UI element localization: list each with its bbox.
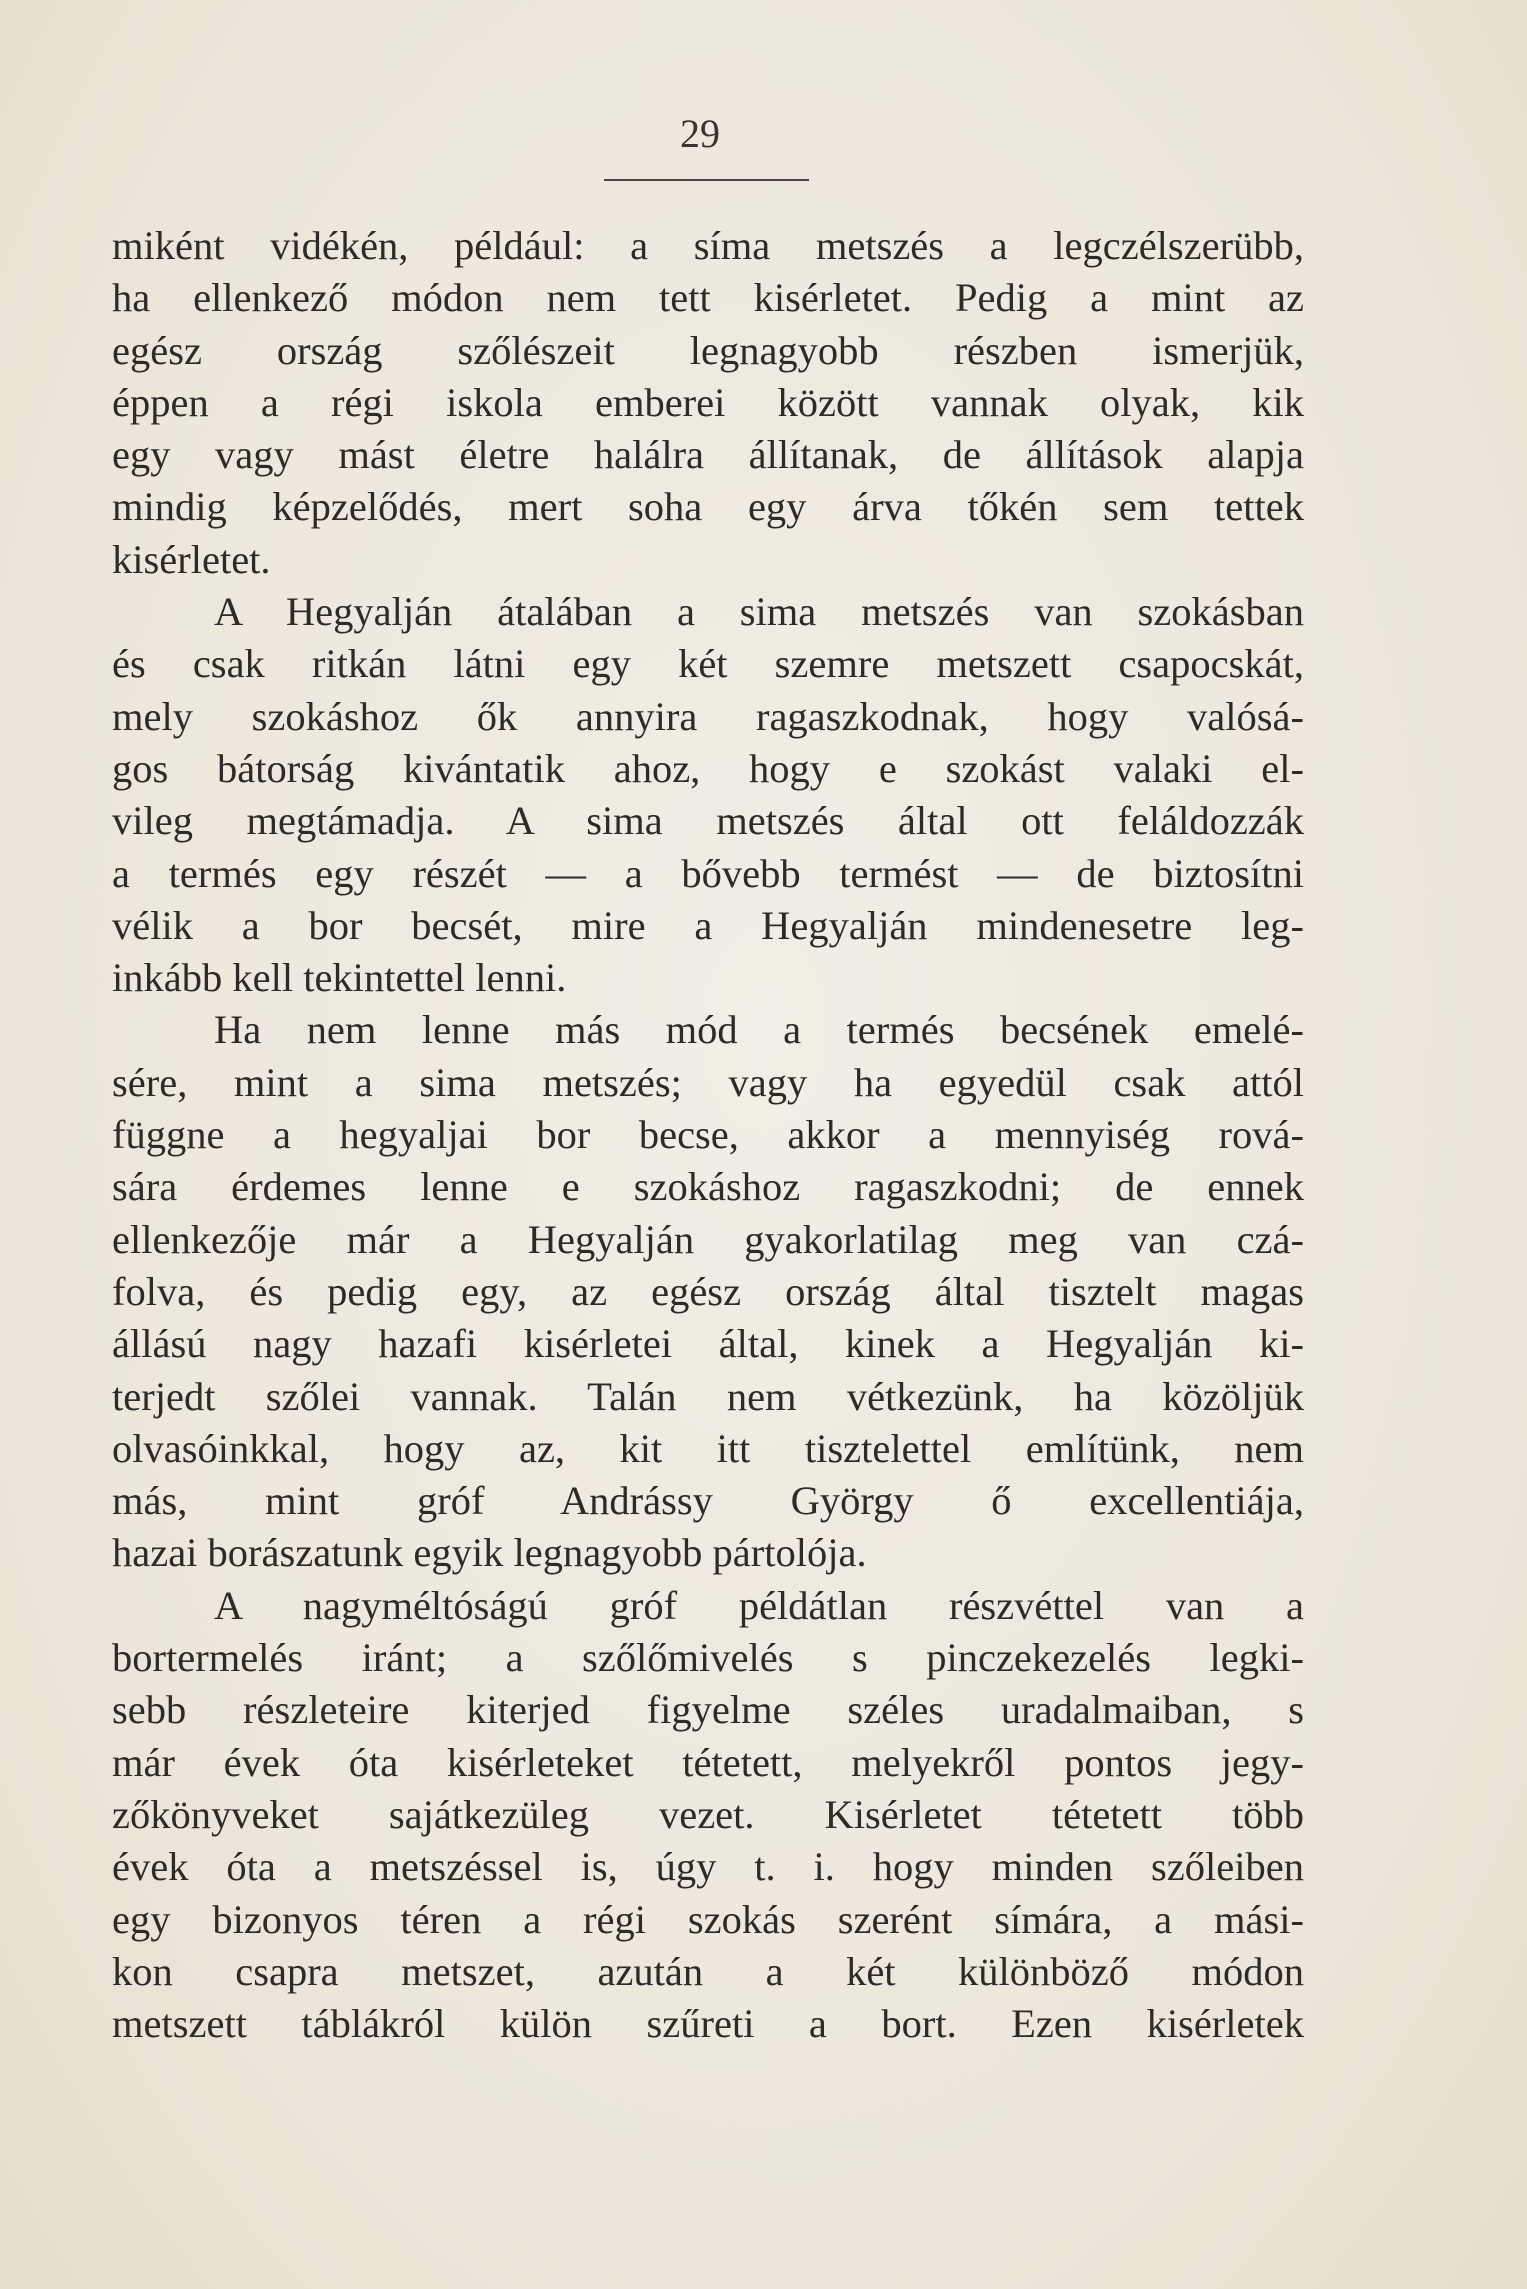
text-line: olvasóinkkal, hogy az, kit itt tisztelettel említünk, nem bbox=[112, 1425, 1304, 1471]
text-line: évek óta a metszéssel is, úgy t. i. hogy minden szőleiben bbox=[112, 1844, 1304, 1890]
text-line: vileg megtámadja. A sima metszés által ott feláldozzák bbox=[112, 798, 1304, 844]
text-line: hazai borászatunk egyik legnagyobb pártolója. bbox=[112, 1530, 867, 1576]
text-line: mely szokáshoz ők annyira ragaszkodnak, hogy valósá- bbox=[112, 693, 1304, 739]
text-line: folva, és pedig egy, az egész ország által tisztelt magas bbox=[112, 1268, 1304, 1314]
text-line: miként vidékén, például: a síma metszés a legczélszerübb, bbox=[112, 223, 1304, 268]
text-line: inkább kell tekintettel lenni. bbox=[112, 955, 567, 1001]
text-line: a termés egy részét — a bővebb termést — de biztosítni bbox=[112, 850, 1304, 896]
text-line: egész ország szőlészeit legnagyobb részben ismerjük, bbox=[112, 327, 1304, 373]
text-line: metszett táblákról külön szűreti a bort. Ezen kisérletek bbox=[112, 2001, 1304, 2047]
text-line: kisérletet. bbox=[112, 536, 271, 582]
text-line: bortermelés iránt; a szőlőmivelés s pinczekezelés legki- bbox=[112, 1635, 1304, 1681]
text-line: egy bizonyos téren a régi szokás szerént símára, a mási- bbox=[112, 1896, 1304, 1942]
text-line: kon csapra metszet, azután a két különböző módon bbox=[112, 1948, 1304, 1994]
text-line: sére, mint a sima metszés; vagy ha egyedül csak attól bbox=[112, 1059, 1304, 1105]
text-line: mindig képzelődés, mert soha egy árva tőkén sem tettek bbox=[112, 484, 1304, 530]
text-line: ellenkezője már a Hegyalján gyakorlatilag meg van czá- bbox=[112, 1216, 1304, 1262]
text-line: egy vagy mást életre halálra állítanak, de állítások alapja bbox=[112, 432, 1304, 478]
text-line: más, mint gróf Andrássy György ő excellentiája, bbox=[112, 1478, 1304, 1524]
text-line: A Hegyalján átalában a sima metszés van szokásban bbox=[214, 589, 1304, 635]
text-line: és csak ritkán látni egy két szemre metszett csapocskát, bbox=[112, 641, 1304, 687]
text-line: terjedt szőlei vannak. Talán nem vétkezünk, ha közöljük bbox=[112, 1373, 1304, 1419]
text-line: gos bátorság kivántatik ahoz, hogy e szokást valaki el- bbox=[112, 745, 1304, 791]
text-line: zőkönyveket sajátkezüleg vezet. Kisérletet tétetett több bbox=[112, 1791, 1304, 1837]
text-line: sebb részleteire kiterjed figyelme széles uradalmaiban, s bbox=[112, 1687, 1304, 1733]
text-line: függne a hegyaljai bor becse, akkor a mennyiség rová- bbox=[112, 1112, 1304, 1158]
text-line: vélik a bor becsét, mire a Hegyalján mindenesetre leg- bbox=[112, 902, 1304, 948]
text-line: ha ellenkező módon nem tett kisérletet. Pedig a mint az bbox=[112, 275, 1304, 321]
page-number: 29 bbox=[680, 111, 720, 156]
body-text bbox=[112, 220, 1304, 2050]
text-line: A nagyméltóságú gróf példátlan részvéttel van a bbox=[214, 1582, 1304, 1628]
text-line: már évek óta kisérleteket tétetett, melyekről pontos jegy- bbox=[112, 1739, 1304, 1785]
header-rule bbox=[604, 179, 809, 181]
text-line: éppen a régi iskola emberei között vannak olyak, kik bbox=[112, 379, 1304, 425]
text-line: Ha nem lenne más mód a termés becsének emelé- bbox=[214, 1007, 1304, 1053]
text-line: sára érdemes lenne e szokáshoz ragaszkodni; de ennek bbox=[112, 1164, 1304, 1210]
text-line: állású nagy hazafi kisérletei által, kinek a Hegyalján ki- bbox=[112, 1321, 1304, 1367]
